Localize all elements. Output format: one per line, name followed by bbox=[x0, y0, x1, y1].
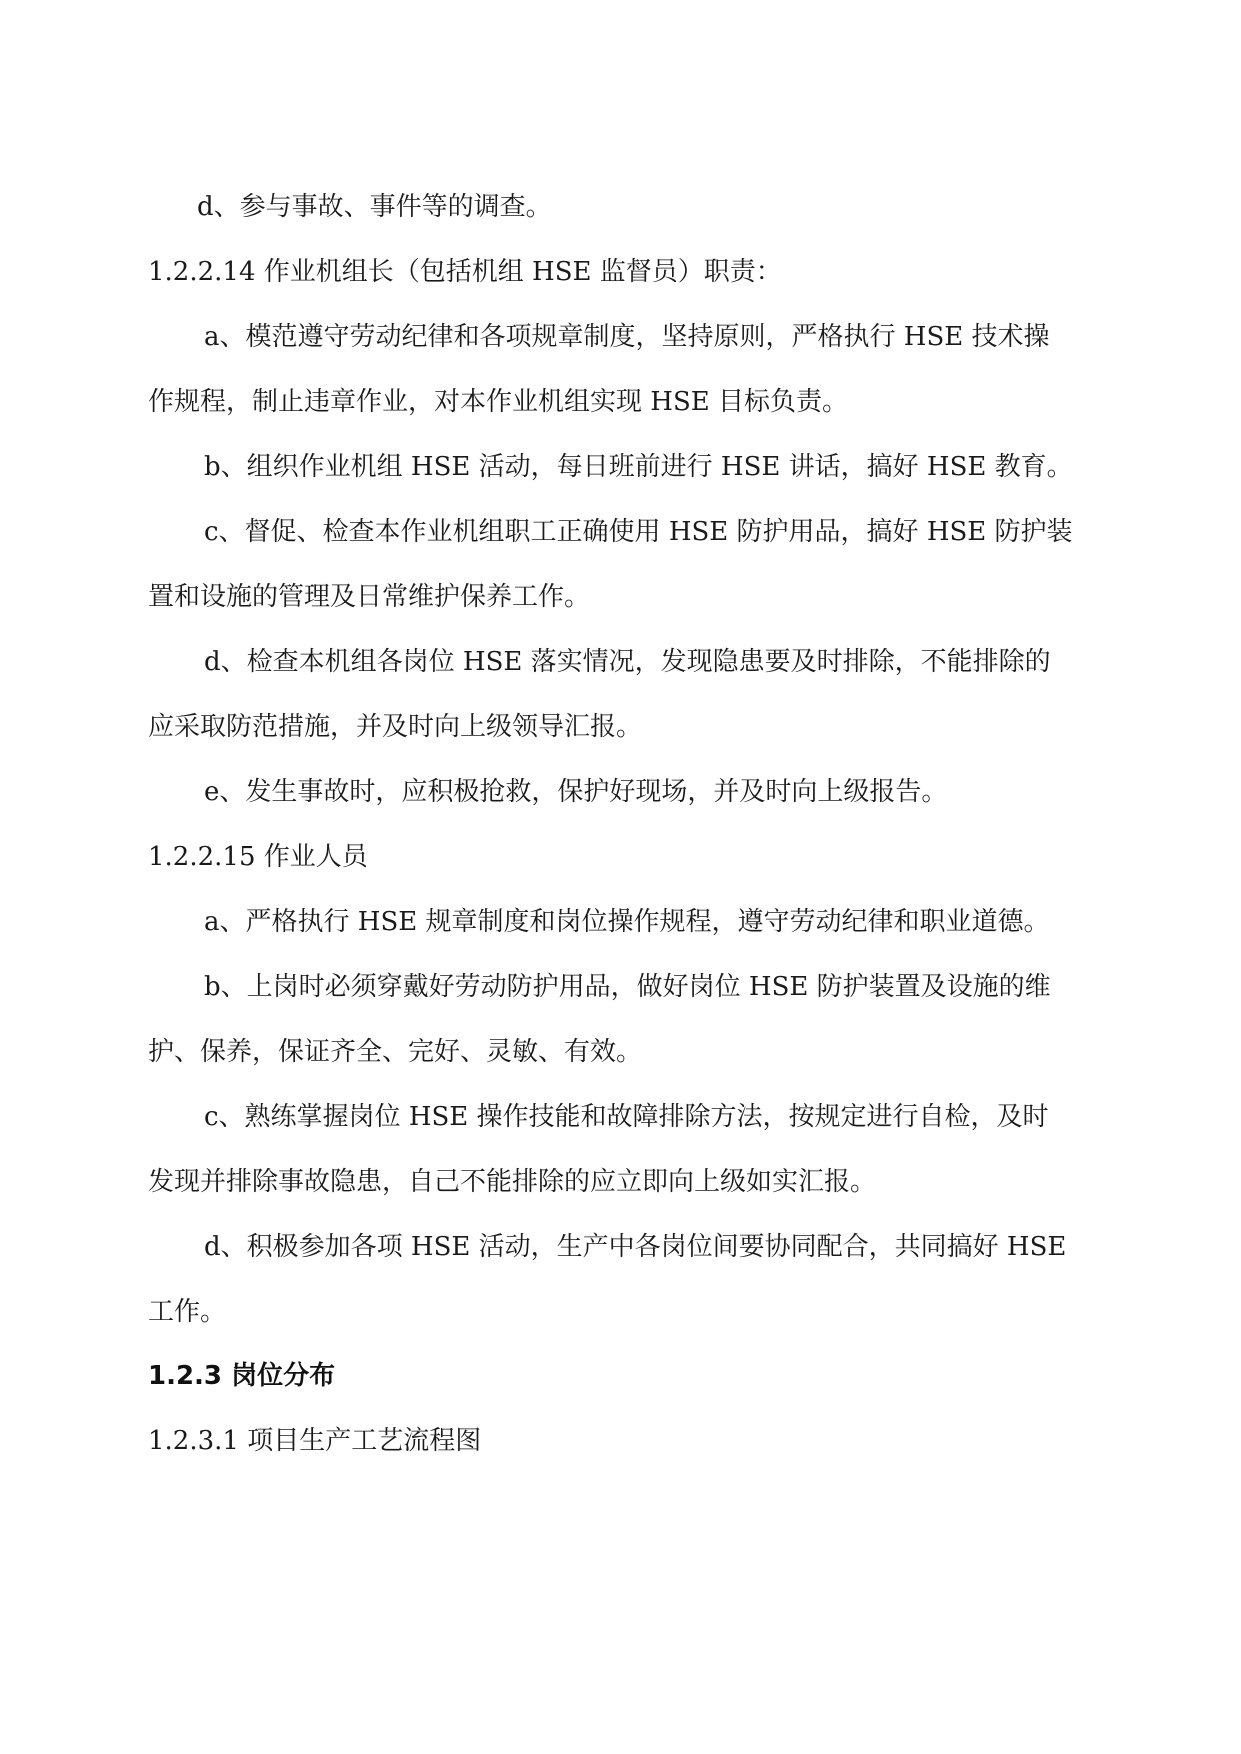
paragraph-line: b、组织作业机组 HSE 活动，每日班前进行 HSE 讲话，搞好 HSE 教育。 bbox=[204, 452, 1073, 482]
section-heading-1-2-3-1: 1.2.3.1 项目生产工艺流程图 bbox=[148, 1426, 482, 1456]
paragraph-line: d、积极参加各项 HSE 活动，生产中各岗位间要协同配合，共同搞好 HSE bbox=[204, 1232, 1067, 1262]
paragraph-line: a、模范遵守劳动纪律和各项规章制度，坚持原则，严格执行 HSE 技术操 bbox=[204, 322, 1050, 352]
paragraph-line: c、督促、检查本作业机组职工正确使用 HSE 防护用品，搞好 HSE 防护装 bbox=[204, 517, 1073, 547]
paragraph-line: b、上岗时必须穿戴好劳动防护用品，做好岗位 HSE 防护装置及设施的维 bbox=[204, 972, 1051, 1002]
section-heading-1-2-2-14: 1.2.2.14 作业机组长（包括机组 HSE 监督员）职责： bbox=[148, 257, 782, 287]
paragraph-line: 工作。 bbox=[148, 1297, 227, 1327]
paragraph-line: d、检查本机组各岗位 HSE 落实情况，发现隐患要及时排除，不能排除的 bbox=[204, 647, 1051, 677]
paragraph-line: 应采取防范措施，并及时向上级领导汇报。 bbox=[148, 712, 643, 742]
section-heading-1-2-2-15: 1.2.2.15 作业人员 bbox=[148, 842, 368, 872]
paragraph-line: e、发生事故时，应积极抢救，保护好现场，并及时向上级报告。 bbox=[204, 777, 948, 807]
paragraph-line: 发现并排除事故隐患，自己不能排除的应立即向上级如实汇报。 bbox=[148, 1167, 877, 1197]
paragraph-line: a、严格执行 HSE 规章制度和岗位操作规程，遵守劳动纪律和职业道德。 bbox=[204, 907, 1050, 937]
paragraph-line: d、参与事故、事件等的调查。 bbox=[197, 192, 552, 222]
section-heading-1-2-3: 1.2.3 岗位分布 bbox=[148, 1361, 336, 1391]
paragraph-line: 作规程，制止违章作业，对本作业机组实现 HSE 目标负责。 bbox=[148, 387, 848, 417]
paragraph-line: c、熟练掌握岗位 HSE 操作技能和故障排除方法，按规定进行自检，及时 bbox=[204, 1102, 1049, 1132]
paragraph-line: 护、保养，保证齐全、完好、灵敏、有效。 bbox=[148, 1037, 643, 1067]
paragraph-line: 置和设施的管理及日常维护保养工作。 bbox=[148, 582, 591, 612]
